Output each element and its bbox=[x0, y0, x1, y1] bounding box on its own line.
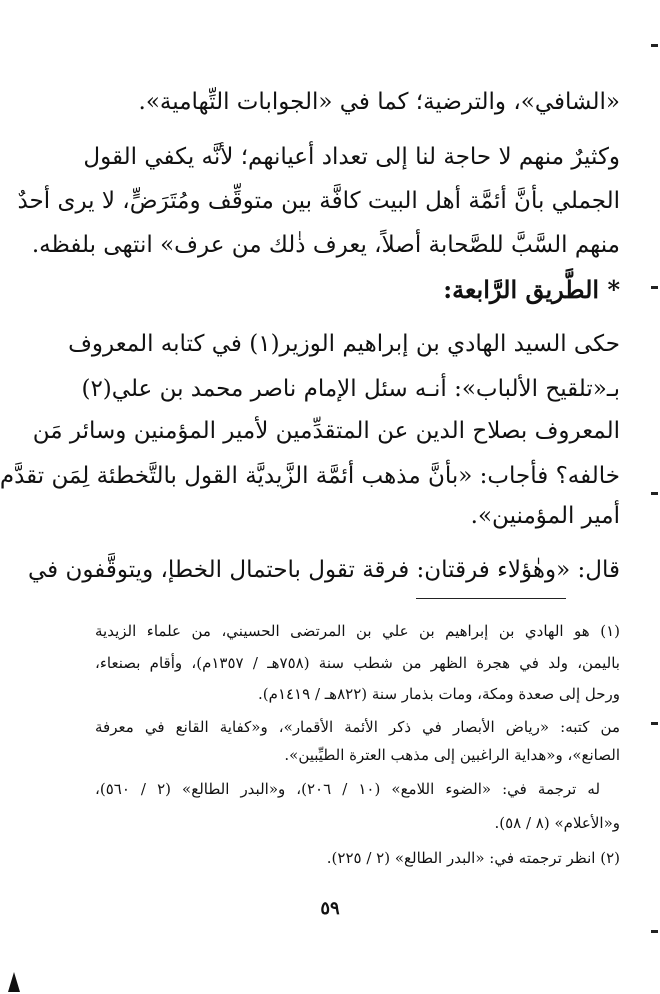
scan-edge-mark bbox=[651, 44, 658, 47]
section-heading: * الطَّريق الرَّابعة: bbox=[443, 275, 620, 304]
section-line-5: أمير المؤمنين». bbox=[470, 503, 620, 529]
footnote-separator bbox=[416, 598, 566, 599]
footnote-line-8: (٢) انظر ترجمته في: «البدر الطالع» (٢ / ٢٢٥). bbox=[326, 849, 620, 867]
section-line-4: خالفه؟ فأجاب: «بأنَّ مذهب أئمَّة الزَّيديَّة القول بالتَّخطئة لِمَن تقدَّم bbox=[0, 463, 620, 489]
scan-edge-mark bbox=[651, 722, 658, 725]
footnote-line-3: ورحل إلى صعدة ومكة، ومات بذمار سنة (٨٢٢هـ / ١٤١٩م). bbox=[258, 685, 620, 703]
footnote-line-2: باليمن، ولد في هجرة الظهر من شطب سنة (٧٥٨هـ / ١٣٥٧م)، وأقام بصنعاء، bbox=[95, 654, 620, 672]
footnote-line-5: الصانع»، و«هداية الراغبين إلى مذهب العترة الطيِّبين». bbox=[284, 746, 620, 764]
scan-edge-mark bbox=[651, 492, 658, 495]
footnote-line-4: من كتبه: «رياض الأبصار في ذكر الأئمة الأقمار»، و«كفاية القانع في معرفة bbox=[95, 718, 620, 736]
footnote-line-6: له ترجمة في: «الضوء اللامع» (١٠ / ٢٠٦)، و«البدر الطالع» (٢ / ٥٦٠)، bbox=[95, 780, 601, 798]
body-line-4: منهم السَّبَّ للصَّحابة أصلاً، يعرف ذٰلك من عرف» انتهى بلفظه. bbox=[31, 232, 620, 258]
section-line-2: بـ«تلقيح الألباب»: أنـه سئل الإمام ناصر محمد بن علي(٢) bbox=[81, 376, 620, 402]
body-line-3: الجملي بأنَّ أئمَّة أهل البيت كافَّة بين متوقِّف ومُتَرَضٍّ، لا يرى أحدٌ bbox=[17, 188, 620, 214]
body-line-2: وكثيرٌ منهم لا حاجة لنا إلى تعداد أعيانهم؛ لأنَّه يكفي القول bbox=[83, 144, 620, 170]
footnote-line-1: (١) هو الهادي بن إبراهيم بن علي بن المرتضى الحسيني، من علماء الزيدية bbox=[95, 622, 620, 640]
section-line-3: المعروف بصلاح الدين عن المتقدِّمين لأمير المؤمنين وسائر مَن bbox=[32, 418, 620, 444]
page-number: ٥٩ bbox=[320, 898, 340, 919]
scan-edge-mark bbox=[651, 930, 658, 933]
scan-edge-mark bbox=[651, 286, 658, 289]
body-line-1: «الشافي»، والترضية؛ كما في «الجوابات التِّهامية». bbox=[138, 89, 620, 115]
section-line-6: قال: «وهٰؤلاء فرقتان: فرقة تقول باحتمال الخطإ، ويتوقَّفون في bbox=[27, 557, 620, 583]
section-line-1: حكى السيد الهادي بن إبراهيم الوزير(١) في كتابه المعروف bbox=[68, 331, 620, 357]
corner-mark bbox=[8, 972, 20, 992]
footnote-line-7: و«الأعلام» (٨ / ٥٨). bbox=[494, 814, 620, 832]
